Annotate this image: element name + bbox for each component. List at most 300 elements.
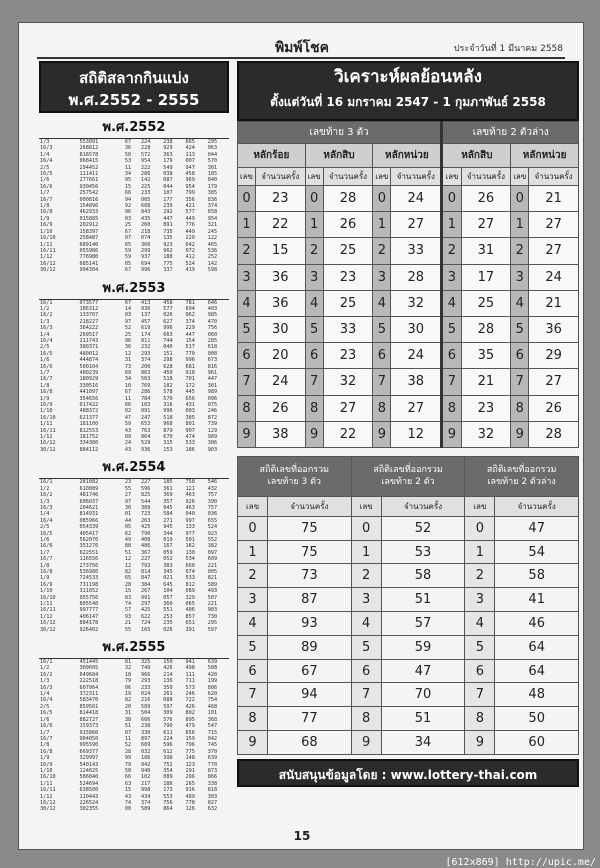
result-cell: 16/3 [40, 325, 53, 332]
result-cell: 309605 [79, 665, 99, 672]
result-cell: 366 [140, 241, 151, 248]
result-cell: 811 [140, 337, 151, 344]
result-cell: 292 [163, 209, 173, 216]
count-cell: 58 [381, 564, 465, 588]
result-cell: 227 [140, 479, 151, 486]
digit-row [238, 316, 579, 342]
result-cell: 179 [207, 183, 218, 190]
result-cell: 026 [163, 626, 173, 633]
result-cell: 639 [207, 659, 218, 666]
result-cell: 431 [185, 402, 195, 409]
total-row [238, 612, 579, 636]
result-cell: 465 [207, 241, 218, 248]
result-cell: 11 [124, 395, 132, 402]
count-cell: 23 [461, 395, 511, 421]
count-cell: 21 [529, 290, 579, 316]
digit-position-table [237, 121, 579, 448]
count-cell: 30 [391, 316, 442, 342]
result-cell: 306 [207, 440, 218, 447]
result-cell: 669377 [79, 748, 99, 755]
result-cell: 370 [207, 748, 218, 755]
result-cell: 00 [124, 806, 132, 813]
total-row [238, 731, 579, 755]
result-cell: 508 [207, 665, 218, 672]
result-cell: 995590 [79, 742, 99, 749]
count-cell: 22 [255, 212, 305, 238]
result-cell: 463 [185, 492, 195, 499]
result-cell: 180929 [79, 376, 99, 383]
result-cell: 665 [185, 139, 195, 145]
digit-cell: 9 [373, 421, 391, 447]
result-cell: 776 [185, 222, 195, 229]
result-cell: 130 [185, 549, 195, 556]
total-row [238, 588, 579, 612]
result-cell: 1/7 [40, 190, 50, 197]
result-row [39, 267, 229, 273]
result-cell: 425 [140, 607, 151, 614]
result-cell: 655 [207, 517, 218, 524]
sub-count-label: จำนวนครั้ง [495, 496, 579, 516]
result-cell: 67 [124, 267, 132, 274]
result-cell: 1/6 [40, 177, 50, 184]
count-cell: 46 [495, 612, 579, 636]
result-cell: 007 [185, 158, 195, 165]
result-cell: 269517 [79, 331, 99, 338]
digit-cell: 3 [238, 588, 268, 612]
result-cell: 088 [163, 697, 173, 704]
result-cell: 936 [140, 305, 151, 312]
digit-cell: 1 [238, 540, 268, 564]
result-cell: 126 [185, 806, 195, 813]
result-cell: 16/5 [40, 710, 53, 717]
result-cell: 273756 [79, 562, 99, 569]
count-cell: 28 [323, 186, 373, 212]
result-cell: 015885 [79, 215, 99, 222]
result-cell: 891 [163, 222, 173, 229]
result-cell: 12 [124, 556, 132, 563]
count-cell: 23 [323, 343, 373, 369]
result-cell: 351276 [79, 543, 99, 550]
result-cell: 1/11 [40, 601, 53, 607]
digit-row [238, 212, 579, 238]
sub-count-label: จำนวนครั้ง [529, 168, 579, 186]
result-cell: 293 [140, 678, 151, 685]
count-cell: 29 [529, 343, 579, 369]
analysis-title-box [237, 61, 579, 121]
digit-cell: 5 [238, 635, 268, 659]
result-cell: 43 [124, 793, 132, 800]
result-cell: 864 [140, 434, 151, 441]
result-cell: 884178 [79, 620, 99, 627]
result-cell: 989 [207, 389, 218, 396]
result-cell: 129 [207, 427, 218, 434]
result-cell: 724533 [79, 575, 99, 582]
digit-cell: 5 [238, 316, 256, 342]
result-cell: 1/10 [40, 228, 53, 235]
result-cell: 814931 [79, 511, 99, 518]
digit-cell: 3 [465, 588, 495, 612]
result-cell: 426 [163, 665, 173, 672]
result-cell: 073577 [79, 299, 99, 306]
result-cell: 1/3 [40, 498, 50, 505]
result-cell: 954 [185, 183, 195, 190]
digit-cell: 3 [442, 264, 461, 290]
result-cell: 16/4 [40, 697, 53, 704]
result-cell: 220 [185, 235, 195, 242]
result-cell: 232 [140, 344, 151, 351]
result-cell: 752 [163, 761, 173, 768]
result-cell: 756 [163, 799, 173, 806]
result-cell: 1/6 [40, 716, 50, 723]
result-cell: 224 [163, 735, 173, 742]
result-cell: 735 [163, 228, 173, 235]
digit-cell: 0 [442, 186, 461, 212]
result-cell: 068415 [79, 158, 99, 165]
count-cell: 77 [268, 707, 352, 731]
result-cell: 66 [124, 190, 132, 197]
result-cell: 44 [124, 517, 132, 524]
result-cell: 321 [207, 222, 218, 229]
result-cell: 186312 [79, 305, 99, 312]
result-cell: 596 [140, 485, 151, 492]
result-cell: 239 [163, 203, 173, 210]
result-cell: 96 [124, 337, 132, 344]
result-cell: 36 [124, 344, 132, 351]
result-cell: 217 [140, 780, 151, 787]
digit-cell: 7 [238, 369, 256, 395]
result-cell: 489 [185, 793, 195, 800]
sub-number-label: เลข [465, 496, 495, 516]
count-cell: 51 [381, 588, 465, 612]
result-cell: 222518 [79, 678, 99, 685]
result-cell: 2/5 [40, 524, 50, 531]
result-cell: 005 [207, 568, 218, 575]
result-cell: 621377 [79, 414, 99, 421]
result-cell: 493 [207, 588, 218, 595]
result-cell: 167 [163, 543, 173, 550]
results-table [39, 659, 229, 813]
count-cell: 26 [323, 212, 373, 238]
result-cell: 103 [140, 402, 151, 409]
result-cell: 369 [163, 492, 173, 499]
result-cell: 107 [163, 190, 173, 197]
result-cell: 763 [140, 427, 151, 434]
result-cell: 142 [207, 260, 218, 267]
result-cell: 329997 [79, 755, 99, 762]
result-cell: 66 [124, 402, 132, 409]
result-cell: 019 [163, 536, 173, 543]
digit-cell: 2 [305, 238, 323, 264]
digit-cell: 4 [238, 612, 268, 636]
result-cell: 821 [207, 575, 218, 582]
digit-cell: 3 [373, 264, 391, 290]
digit-cell: 0 [373, 186, 391, 212]
result-cell: 51 [124, 549, 132, 556]
digit-cell: 0 [238, 516, 268, 540]
result-cell: 302355 [79, 806, 99, 813]
count-cell: 20 [255, 343, 305, 369]
result-cell: 796 [185, 742, 195, 749]
result-cell: 507 [207, 594, 218, 601]
result-cell: 344 [163, 530, 173, 537]
result-cell: 583470 [79, 697, 99, 704]
count-cell: 87 [268, 588, 352, 612]
result-cell: 20 [124, 703, 132, 710]
result-cell: 449 [185, 215, 195, 222]
result-cell: 907 [185, 427, 195, 434]
result-cell: 315 [163, 440, 173, 447]
result-cell: 008 [207, 350, 218, 357]
result-cell: 930456 [79, 183, 99, 190]
result-cell: 620 [207, 691, 218, 698]
result-cell: 1/6 [40, 536, 50, 543]
result-cell: 03 [124, 215, 132, 222]
result-cell: 94 [124, 196, 132, 203]
result-cell: 301 [207, 382, 218, 389]
result-cell: 16/7 [40, 735, 53, 742]
result-cell: 816 [207, 363, 218, 370]
result-cell: 694 [185, 305, 195, 312]
result-cell: 238 [140, 723, 151, 730]
result-cell: 159 [185, 735, 195, 742]
result-cell: 1/4 [40, 511, 50, 518]
result-cell: 941 [185, 659, 195, 666]
result-cell: 16/1 [40, 659, 53, 666]
total-3digit-header [238, 456, 352, 496]
three-digit-header: เลขท้าย 3 ตัว [238, 122, 442, 144]
result-cell: 74 [124, 799, 132, 806]
result-cell: 923 [207, 530, 218, 537]
count-cell: 70 [381, 683, 465, 707]
result-cell: 265 [185, 780, 195, 787]
result-cell: 16/9 [40, 222, 53, 229]
result-cell: 83 [124, 594, 132, 601]
result-cell: 790 [163, 723, 173, 730]
result-cell: 11 [124, 735, 132, 742]
result-cell: 09 [124, 434, 132, 441]
col-hundreds: หลักร้อย [238, 144, 306, 168]
digit-cell: 5 [305, 316, 323, 342]
result-cell: 63 [124, 780, 132, 787]
digit-cell: 7 [238, 683, 268, 707]
result-cell: 044 [163, 183, 173, 190]
result-cell: 776980 [79, 254, 99, 261]
digit-cell: 8 [351, 707, 381, 731]
result-cell: 403 [207, 305, 218, 312]
sub-number-label: เลข [351, 496, 381, 516]
result-cell: 74 [124, 601, 132, 607]
result-cell: 202912 [79, 222, 99, 229]
result-cell: 026 [163, 312, 173, 319]
result-cell: 16/11 [40, 427, 56, 434]
result-cell: 547 [207, 723, 218, 730]
result-cell: 947 [185, 164, 195, 171]
result-cell: 632 [207, 806, 218, 813]
result-cell: 739 [207, 421, 218, 428]
count-cell: 64 [495, 659, 579, 683]
result-cell: 357 [163, 498, 173, 505]
count-cell: 50 [495, 707, 579, 731]
result-cell: 421 [185, 203, 195, 210]
result-cell: 996 [163, 408, 173, 415]
stats-years: พ.ศ.2552 - 2555 [68, 91, 200, 109]
count-cell: 52 [381, 516, 465, 540]
result-cell: 517 [185, 344, 195, 351]
digit-cell: 5 [442, 316, 461, 342]
result-cell: 55 [124, 485, 132, 492]
count-cell: 32 [391, 290, 442, 316]
result-cell: 570 [163, 395, 173, 402]
result-cell: 063 [207, 145, 218, 152]
year-section [39, 115, 229, 274]
result-cell: 110443 [79, 793, 99, 800]
result-cell: 43 [124, 446, 132, 453]
result-cell: 000816 [79, 196, 99, 203]
result-cell: 540143 [79, 761, 99, 768]
result-cell: 003 [185, 408, 195, 415]
result-cell: 757 [207, 492, 218, 499]
count-cell: 53 [381, 540, 465, 564]
count-cell: 35 [461, 343, 511, 369]
digit-cell: 2 [442, 238, 461, 264]
result-cell: 606 [140, 716, 151, 723]
digit-cell: 4 [511, 290, 529, 316]
two-digit-low-header: เลขท้าย 2 ตัวล่าง [442, 122, 579, 144]
result-cell: 609 [207, 556, 218, 563]
result-cell: 075 [207, 402, 218, 409]
result-cell: 607064 [79, 684, 99, 691]
col-units: หลักหน่วย [373, 144, 442, 168]
result-cell: 151 [163, 350, 173, 357]
result-cell: 260 [140, 222, 151, 229]
digit-cell: 3 [305, 264, 323, 290]
count-cell: 25 [323, 238, 373, 264]
count-cell: 22 [323, 421, 373, 447]
result-cell: 398 [163, 755, 173, 762]
digit-cell: 6 [511, 343, 529, 369]
result-cell: 474 [185, 434, 195, 441]
stats-title: สถิติสลากกินแบ่ง [79, 69, 189, 87]
result-cell: 1/2 [40, 305, 50, 312]
count-cell: 26 [461, 186, 511, 212]
col-tens: หลักสิบ [305, 144, 373, 168]
result-cell: 374 [140, 799, 151, 806]
digit-cell: 9 [351, 731, 381, 755]
result-cell: 1/8 [40, 203, 50, 210]
result-cell: 488372 [79, 408, 99, 415]
digit-cell: 9 [238, 731, 268, 755]
result-cell: 723 [140, 511, 151, 518]
result-cell: 162 [185, 543, 195, 550]
digit-cell: 3 [238, 264, 256, 290]
sub-count-label: จำนวนครั้ง [461, 168, 511, 186]
result-cell: 113 [185, 151, 195, 158]
result-cell: 895 [185, 716, 195, 723]
result-cell: 091 [140, 408, 151, 415]
result-cell: 34 [124, 171, 132, 178]
result-cell: 58 [124, 767, 132, 774]
count-cell: 24 [391, 343, 442, 369]
result-cell: 221 [207, 601, 218, 607]
digit-row [238, 238, 579, 264]
result-cell: 294452 [79, 164, 99, 171]
digit-row [238, 264, 579, 290]
result-cell: 16/7 [40, 556, 53, 563]
result-cell: 133 [185, 524, 195, 531]
result-cell: 864 [163, 806, 173, 813]
result-cell: 681 [185, 363, 195, 370]
result-cell: 996 [185, 357, 195, 364]
result-row [39, 627, 229, 633]
result-cell: 087 [163, 177, 173, 184]
digit-cell: 9 [465, 731, 495, 755]
result-cell: 462933 [79, 209, 99, 216]
digit-cell: 4 [465, 612, 495, 636]
result-cell: 929 [163, 145, 173, 152]
sub-number-label: เลข [305, 168, 323, 186]
result-cell: 536980 [79, 568, 99, 575]
result-row [39, 447, 229, 453]
result-cell: 500104 [79, 363, 99, 370]
result-cell: 16/5 [40, 171, 53, 178]
result-cell: 969 [185, 177, 195, 184]
result-cell: 1/8 [40, 382, 50, 389]
result-cell: 533 [185, 440, 195, 447]
result-cell: 622551 [79, 549, 99, 556]
result-cell: 153 [163, 446, 173, 453]
result-cell: 1/11 [40, 241, 53, 248]
result-cell: 59 [124, 254, 132, 261]
result-cell: 311052 [79, 588, 99, 595]
result-cell: 122 [207, 235, 218, 242]
result-cell: 16/8 [40, 568, 53, 575]
result-cell: 639 [207, 755, 218, 762]
result-cell: 997777 [79, 607, 99, 614]
result-cell: 16/8 [40, 389, 53, 396]
count-cell: 57 [381, 612, 465, 636]
result-cell: 238 [163, 139, 173, 145]
result-cell: 498 [185, 665, 195, 672]
result-cell: 606037 [79, 498, 99, 505]
result-cell: 447 [207, 376, 218, 383]
digit-cell: 9 [238, 421, 256, 447]
result-cell: 424 [185, 145, 195, 152]
result-cell: 16/10 [40, 235, 56, 242]
hdr-line-1: สถิติเลขที่ออกรวม [486, 465, 557, 476]
result-cell: 024 [140, 691, 151, 698]
digit-row [238, 369, 579, 395]
result-cell: 16/5 [40, 530, 53, 537]
result-cell: 419 [185, 267, 195, 274]
result-cell: 293 [140, 350, 151, 357]
result-cell: 11 [124, 164, 132, 171]
sub-number-label: เลข [238, 168, 256, 186]
result-cell: 778 [185, 799, 195, 806]
total-2digit-header [351, 456, 465, 496]
result-cell: 295 [207, 139, 218, 145]
result-cell: 16/12 [40, 799, 56, 806]
result-cell: 551 [163, 607, 173, 614]
digit-cell: 6 [305, 343, 323, 369]
digit-cell: 8 [305, 395, 323, 421]
result-cell: 47 [124, 414, 132, 421]
result-cell: 715 [207, 729, 218, 736]
results-table [39, 300, 229, 454]
result-cell: 1/9 [40, 575, 50, 582]
result-cell: 812553 [79, 427, 99, 434]
result-cell: 224 [140, 139, 151, 145]
result-cell: 859501 [79, 703, 99, 710]
